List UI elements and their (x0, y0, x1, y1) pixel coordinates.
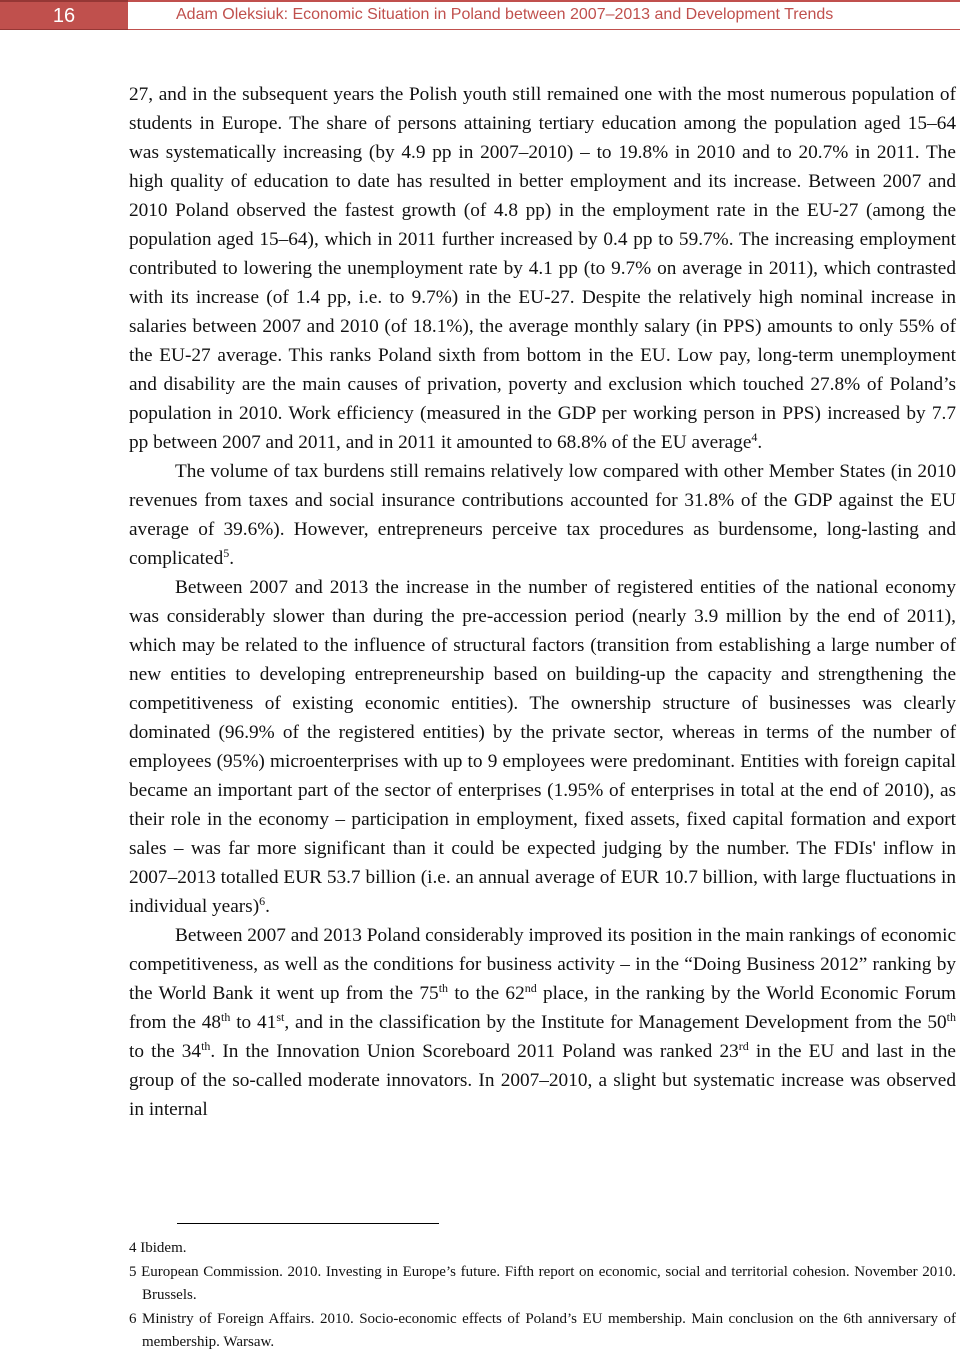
running-title: Adam Oleksiuk: Economic Situation in Poland between 2007–2013 and Development Trends (128, 0, 960, 30)
ordinal-suffix: th (438, 981, 449, 995)
paragraph-4 (129, 921, 956, 1124)
ordinal-suffix: st (276, 1010, 285, 1024)
footnote-separator (177, 1223, 439, 1224)
paragraph-2-text: The volume of tax burdens still remains relatively low compared with other Member States (in 2010 revenues from taxes and social insurance contributions accounted for 31.8% of the GDP against the EU average of 39.6%). However, entrepreneurs perceive tax procedures as burdensome, long-lasting and complicated (129, 461, 956, 569)
footnotes (129, 1237, 956, 1355)
ordinal-suffix: th (946, 1010, 956, 1024)
paragraph-3-text: Between 2007 and 2013 the increase in the number of registered entities of the national economy was considerably slower than during the pre-accession period (nearly 3.9 million by the end of 2011), which may be related to the influence of structural factors (transition from establishing a large number of new entities to developing entrepreneurship based on building-up the capacity and strengthening the competitiveness of existing economic entities). The ownership structure of businesses was clearly dominated (96.9% of the registered entities) by the private sector, whereas in terms of the number of employees (95%) microenterprises with up to 9 employees were predominant. Entities with foreign capital became an important part of the sector of enterprises (1.95% of enterprises in total at the end of 2010), as their role in the economy – participation in employment, fixed assets, fixed capital formation and export sales – was far more significant than it could be expected judging by the number. The FDIs' inflow in 2007–2013 totalled EUR 53.7 billion (i.e. an annual average of EUR 10.7 billion, with large fluctuations in individual years) (129, 577, 956, 917)
body-text (129, 80, 956, 1124)
paragraph-1: 27, and in the subsequent years the Polish youth still remained one with the most numerous population of students in Europe. The share of persons attaining tertiary education among the population aged 15–64 was systematically increasing (by 4.9 pp in 2007–2010) – to 19.8% in 2010 and to 20.7% in 2011. The high quality of education to date has resulted in better employment and its increase. Between 2007 and 2010 Poland observed the fastest growth (of 4.8 pp) in the employment rate in the EU-27 (among the population aged 15–64), which in 2011 further increased by 0.4 pp to 59.7%. The increasing employment contributed to lowering the unemployment rate by 4.1 pp (to 9.7% on average in 2011), which contrasted with its increase (of 1.4 pp, i.e. to 9.7%) in the EU-27. Despite the relatively high nominal increase in salaries between 2007 and 2010 (of 18.1%), the average monthly salary (in PPS) amounts to only 55% of the EU-27 average. This ranks Poland sixth from bottom in the EU. Low pay, long-term unemployment and disability are the main causes of privation, poverty and exclusion which touched 27.8% of Poland’s population in 2010. Work efficiency (measured in the GDP per working person in PPS) increased by 7.7 pp between 2007 and 2011, and in 2011 it amounted to 68.8% of the EU average$^4$. (129, 84, 956, 453)
footnote-6: 6 Ministry of Foreign Affairs. 2010. Socio-economic effects of Poland’s EU membership. Main conclusion on the 6th anniversary of membership. Warsaw. (129, 1311, 956, 1350)
footnote-4: 4 Ibidem. (129, 1240, 187, 1256)
paragraph-4-text-6: to the 34 (129, 1041, 202, 1062)
paragraph-4-text-3: place, in the ranking by the World Economic Forum from the 48 (129, 983, 957, 1033)
paragraph-4-text-2: to the 62 (448, 983, 525, 1004)
ordinal-suffix: nd (524, 981, 537, 995)
paragraph-4-text-5: , and in the classification by the Institute for Management Development from the 50 (284, 1012, 947, 1033)
page-header (0, 0, 960, 30)
footnote-ref-4: 4 (751, 430, 758, 444)
footnote-5: 5 European Commission. 2010. Investing in Europe’s future. Fifth report on economic, social and territorial cohesion. November 2010. Brussels. (129, 1264, 956, 1303)
paragraph-1-text: 27, and in the subsequent years the Polish youth still remained one with the most numerous population of students in Europe. The share of persons attaining tertiary education among the population aged 15–64 was systematically increasing (by 4.9 pp in 2007–2010) – to 19.8% in 2010 and to 20.7% in 2011. The high quality of education to date has resulted in better employment and its increase. Between 2007 and 2010 Poland observed the fastest growth (of 4.8 pp) in the employment rate in the EU-27 (among the population aged 15–64), which in 2011 further increased by 0.4 pp to 59.7%. The increasing employment contributed to lowering the unemployment rate by 4.1 pp (to 9.7% on average in 2011), which contrasted with its increase (of 1.4 pp, i.e. to 9.7%) in the EU-27. Despite the relatively high nominal increase in salaries between 2007 and 2010 (of 18.1%), the average monthly salary (in PPS) amounts to only 55% of the EU-27 average. This ranks Poland sixth from bottom in the EU. Low pay, long-term unemployment and disability are the main causes of privation, poverty and exclusion which touched 27.8% of Poland’s population in 2010. Work efficiency (measured in the GDP per working person in PPS) increased by 7.7 pp between 2007 and 2011, and in 2011 it amounted to 68.8% of the EU average (129, 84, 956, 453)
paragraph-4-text-1: Between 2007 and 2013 Poland considerably improved its position in the main rankings of economic competitiveness, as well as the conditions for business activity – in the “Doing Business 2012” ranking by the World Bank it went up from the 75 (129, 925, 956, 1004)
paragraph-4-text-8: in the EU and last in the group of the so-called moderate innovators. In 2007–2010, a slight but systematic increase was observed in internal (129, 1041, 956, 1120)
footnote-ref-5: 5 (223, 546, 230, 560)
ordinal-suffix: rd (738, 1039, 749, 1053)
ordinal-suffix: th (221, 1010, 231, 1024)
page-number: 16 (0, 0, 128, 30)
paragraph-2: The volume of tax burdens still remains relatively low compared with other Member States (in 2010 revenues from taxes and social insurance contributions accounted for 31.8% of the GDP against the EU average of 39.6%). However, entrepreneurs perceive tax procedures as burdensome, long-lasting and complicated$^5$. (129, 461, 956, 569)
footnote-ref-6: 6 (259, 894, 266, 908)
paragraph-4-text-4: to 41 (230, 1012, 277, 1033)
paragraph-3: Between 2007 and 2013 the increase in the number of registered entities of the national economy was considerably slower than during the pre-accession period (nearly 3.9 million by the end of 2011), which may be related to the influence of structural factors (transition from establishing a large number of new entities to developing entrepreneurship based on building-up the capacity and strengthening the competitiveness of existing economic entities). The ownership structure of businesses was clearly dominated (96.9% of the registered entities) by the private sector, whereas in terms of the number of employees (95%) microenterprises with up to 9 employees were predominant. Entities with foreign capital became an important part of the sector of enterprises (1.95% of enterprises in total at the end of 2010), as their role in the economy – participation in employment, fixed assets, fixed capital formation and export sales – was far more significant than it could be expected judging by the number. The FDIs' inflow in 2007–2013 totalled EUR 53.7 billion (i.e. an annual average of EUR 10.7 billion, with large fluctuations in individual years)$^6$. (129, 577, 956, 917)
paragraph-4-text-7: . In the Innovation Union Scoreboard 2011 Poland was ranked 23 (210, 1041, 739, 1062)
ordinal-suffix: th (201, 1039, 211, 1053)
